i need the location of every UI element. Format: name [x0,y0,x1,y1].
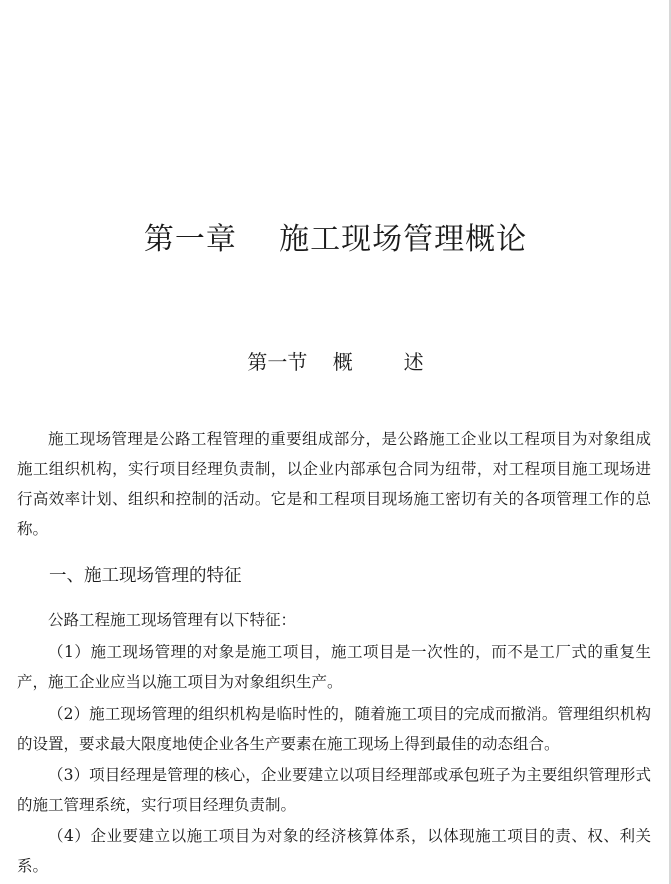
list-item: （4）企业要建立以施工项目为对象的经济核算体系，以体现施工项目的责、权、利关系。 [17,827,651,875]
intro-paragraph: 施工现场管理是公路工程管理的重要组成部分，是公路施工企业以工程项目为对象组成施工组织机构，实行项目经理负责制，以企业内部承包合同为纽带，对工程项目施工现场进行高效率计划、组织和控制的活动。它是和工程项目现场施工密切有关的各项管理工作的总称。 [17,430,651,538]
list-item: （3）项目经理是管理的核心，企业要建立以项目经理部或承包班子为主要组织管理形式的施工管理系统，实行项目经理负责制。 [17,766,651,814]
lead-paragraph: 公路工程施工现场管理有以下特征： [48,611,297,629]
section-title: 第一节 概 述 [247,350,424,374]
subheading: 一、施工现场管理的特征 [49,566,242,586]
list-item: （1）施工现场管理的对象是施工项目，施工项目是一次性的，而不是工厂式的重复生产，施工企业应当以施工项目为对象组织生产。 [17,643,651,691]
list-item: （2）施工现场管理的组织机构是临时性的，随着施工项目的完成而撤消。管理组织机构的设置，要求最大限度地使企业各生产要素在施工现场上得到最佳的动态组合。 [17,705,651,753]
chapter-title: 第一章 施工现场管理概论 [143,222,528,257]
